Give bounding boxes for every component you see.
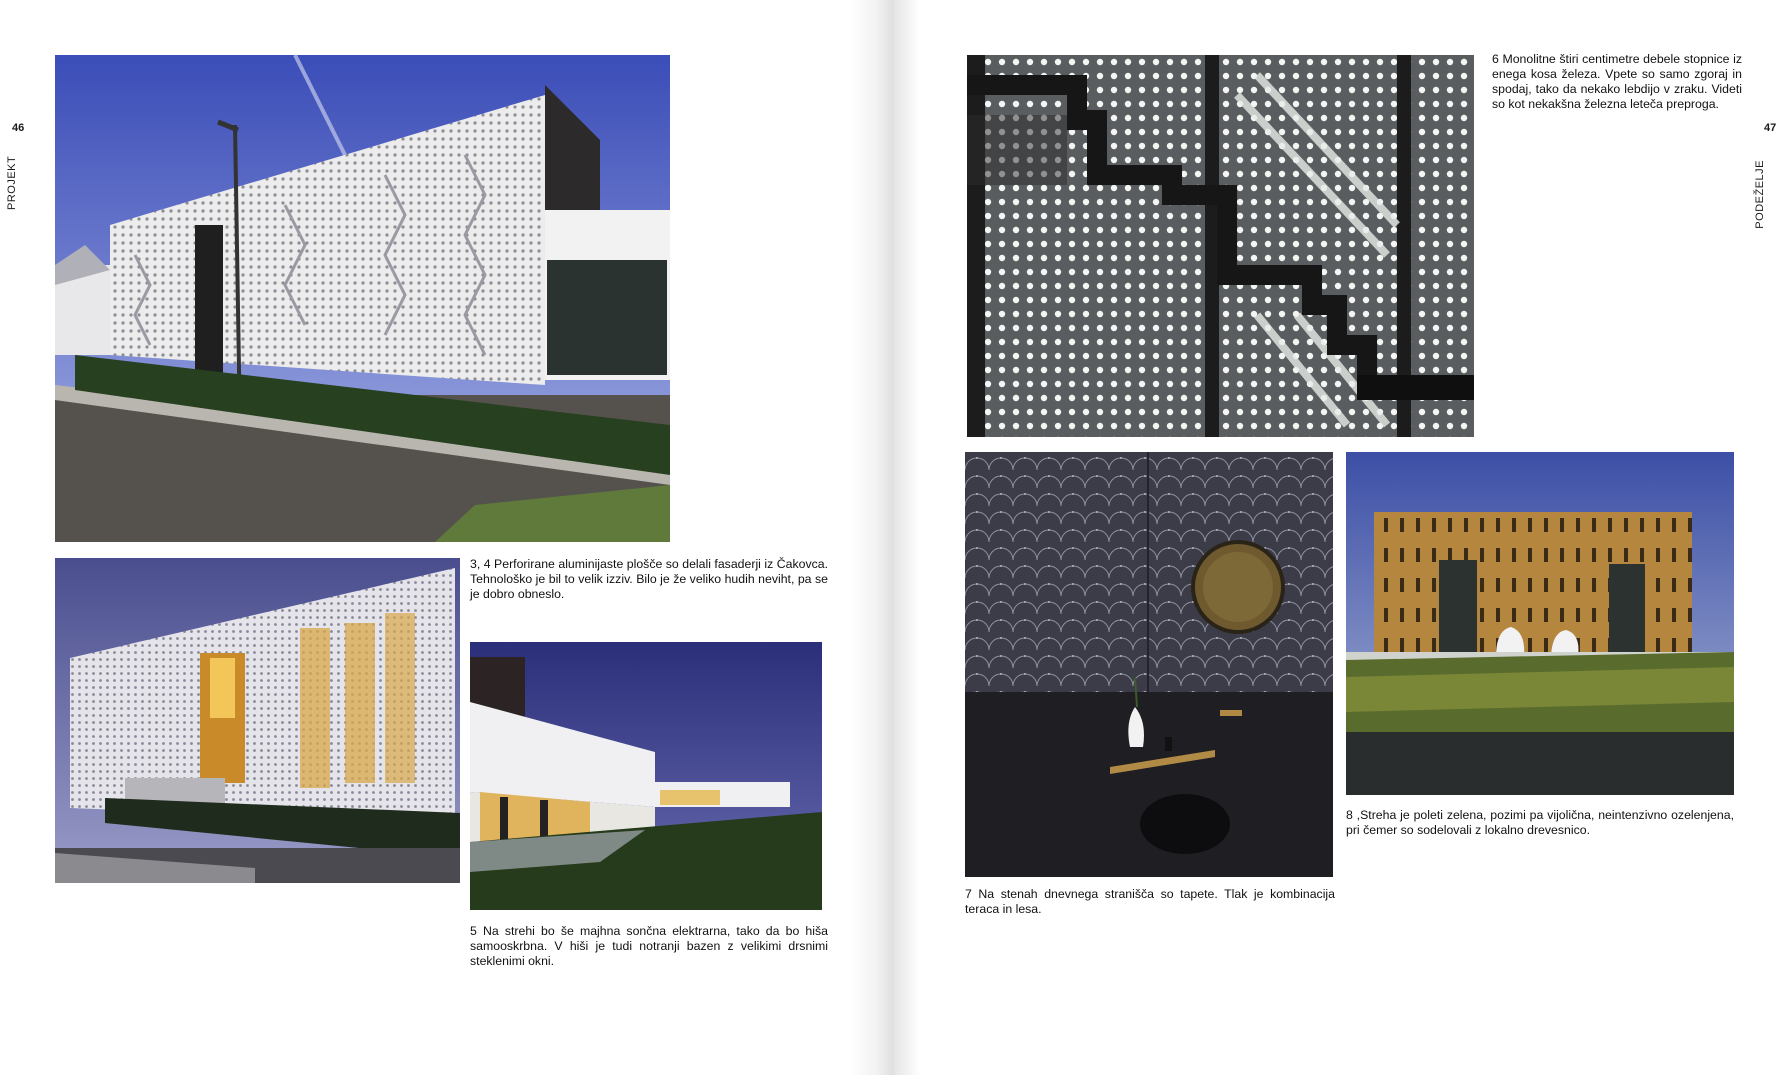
section-label-left: PROJEKT [6,155,18,210]
page-number-left: 46 [12,122,25,134]
section-label-right: PODEŽELJE [1754,160,1766,229]
page-number-right: 47 [1764,122,1777,134]
caption-8: 8 ,Streha je poleti zelena, pozimi pa vijolična, neintenzivno ozelenjena, pri čemer so sodelovali z lokalno drevesnico. [1346,808,1734,837]
photo-green-roof [1346,452,1734,795]
right-page [894,0,1788,1075]
caption-6: 6 Monolitne štiri centimetre debele stopnice iz enega kosa železa. Vpete so samo zgoraj in spodaj, tako da nekako lebdijo v zraku. Videti so kot nekakšna železna leteča preproga. [1492,52,1742,111]
caption-7: 7 Na stenah dnevnega straniščа so tapete. Tlak je kombinacija teraca in lesa. [965,887,1335,916]
photo-steel-stairs [967,55,1474,437]
spine-shadow-left [850,0,894,1075]
photo-restroom [965,452,1333,877]
caption-3-4: 3, 4 Perforirane aluminijaste plošče so delali fasaderji iz Čakovca. Tehnološko je bil to velik izziv. Bilo je že veliko hudih neviht, pa se je dobro obneslo. [470,557,828,601]
photo-pool-dusk [470,642,822,910]
caption-5: 5 Na strehi bo še majhna sončna elektrarna, tako da bo hiša samooskrbna. V hiši je tudi notranji bazen z velikimi drsnimi steklenimi okni. [470,924,828,968]
photo-facade-day [55,55,670,542]
photo-facade-dusk [55,558,460,883]
